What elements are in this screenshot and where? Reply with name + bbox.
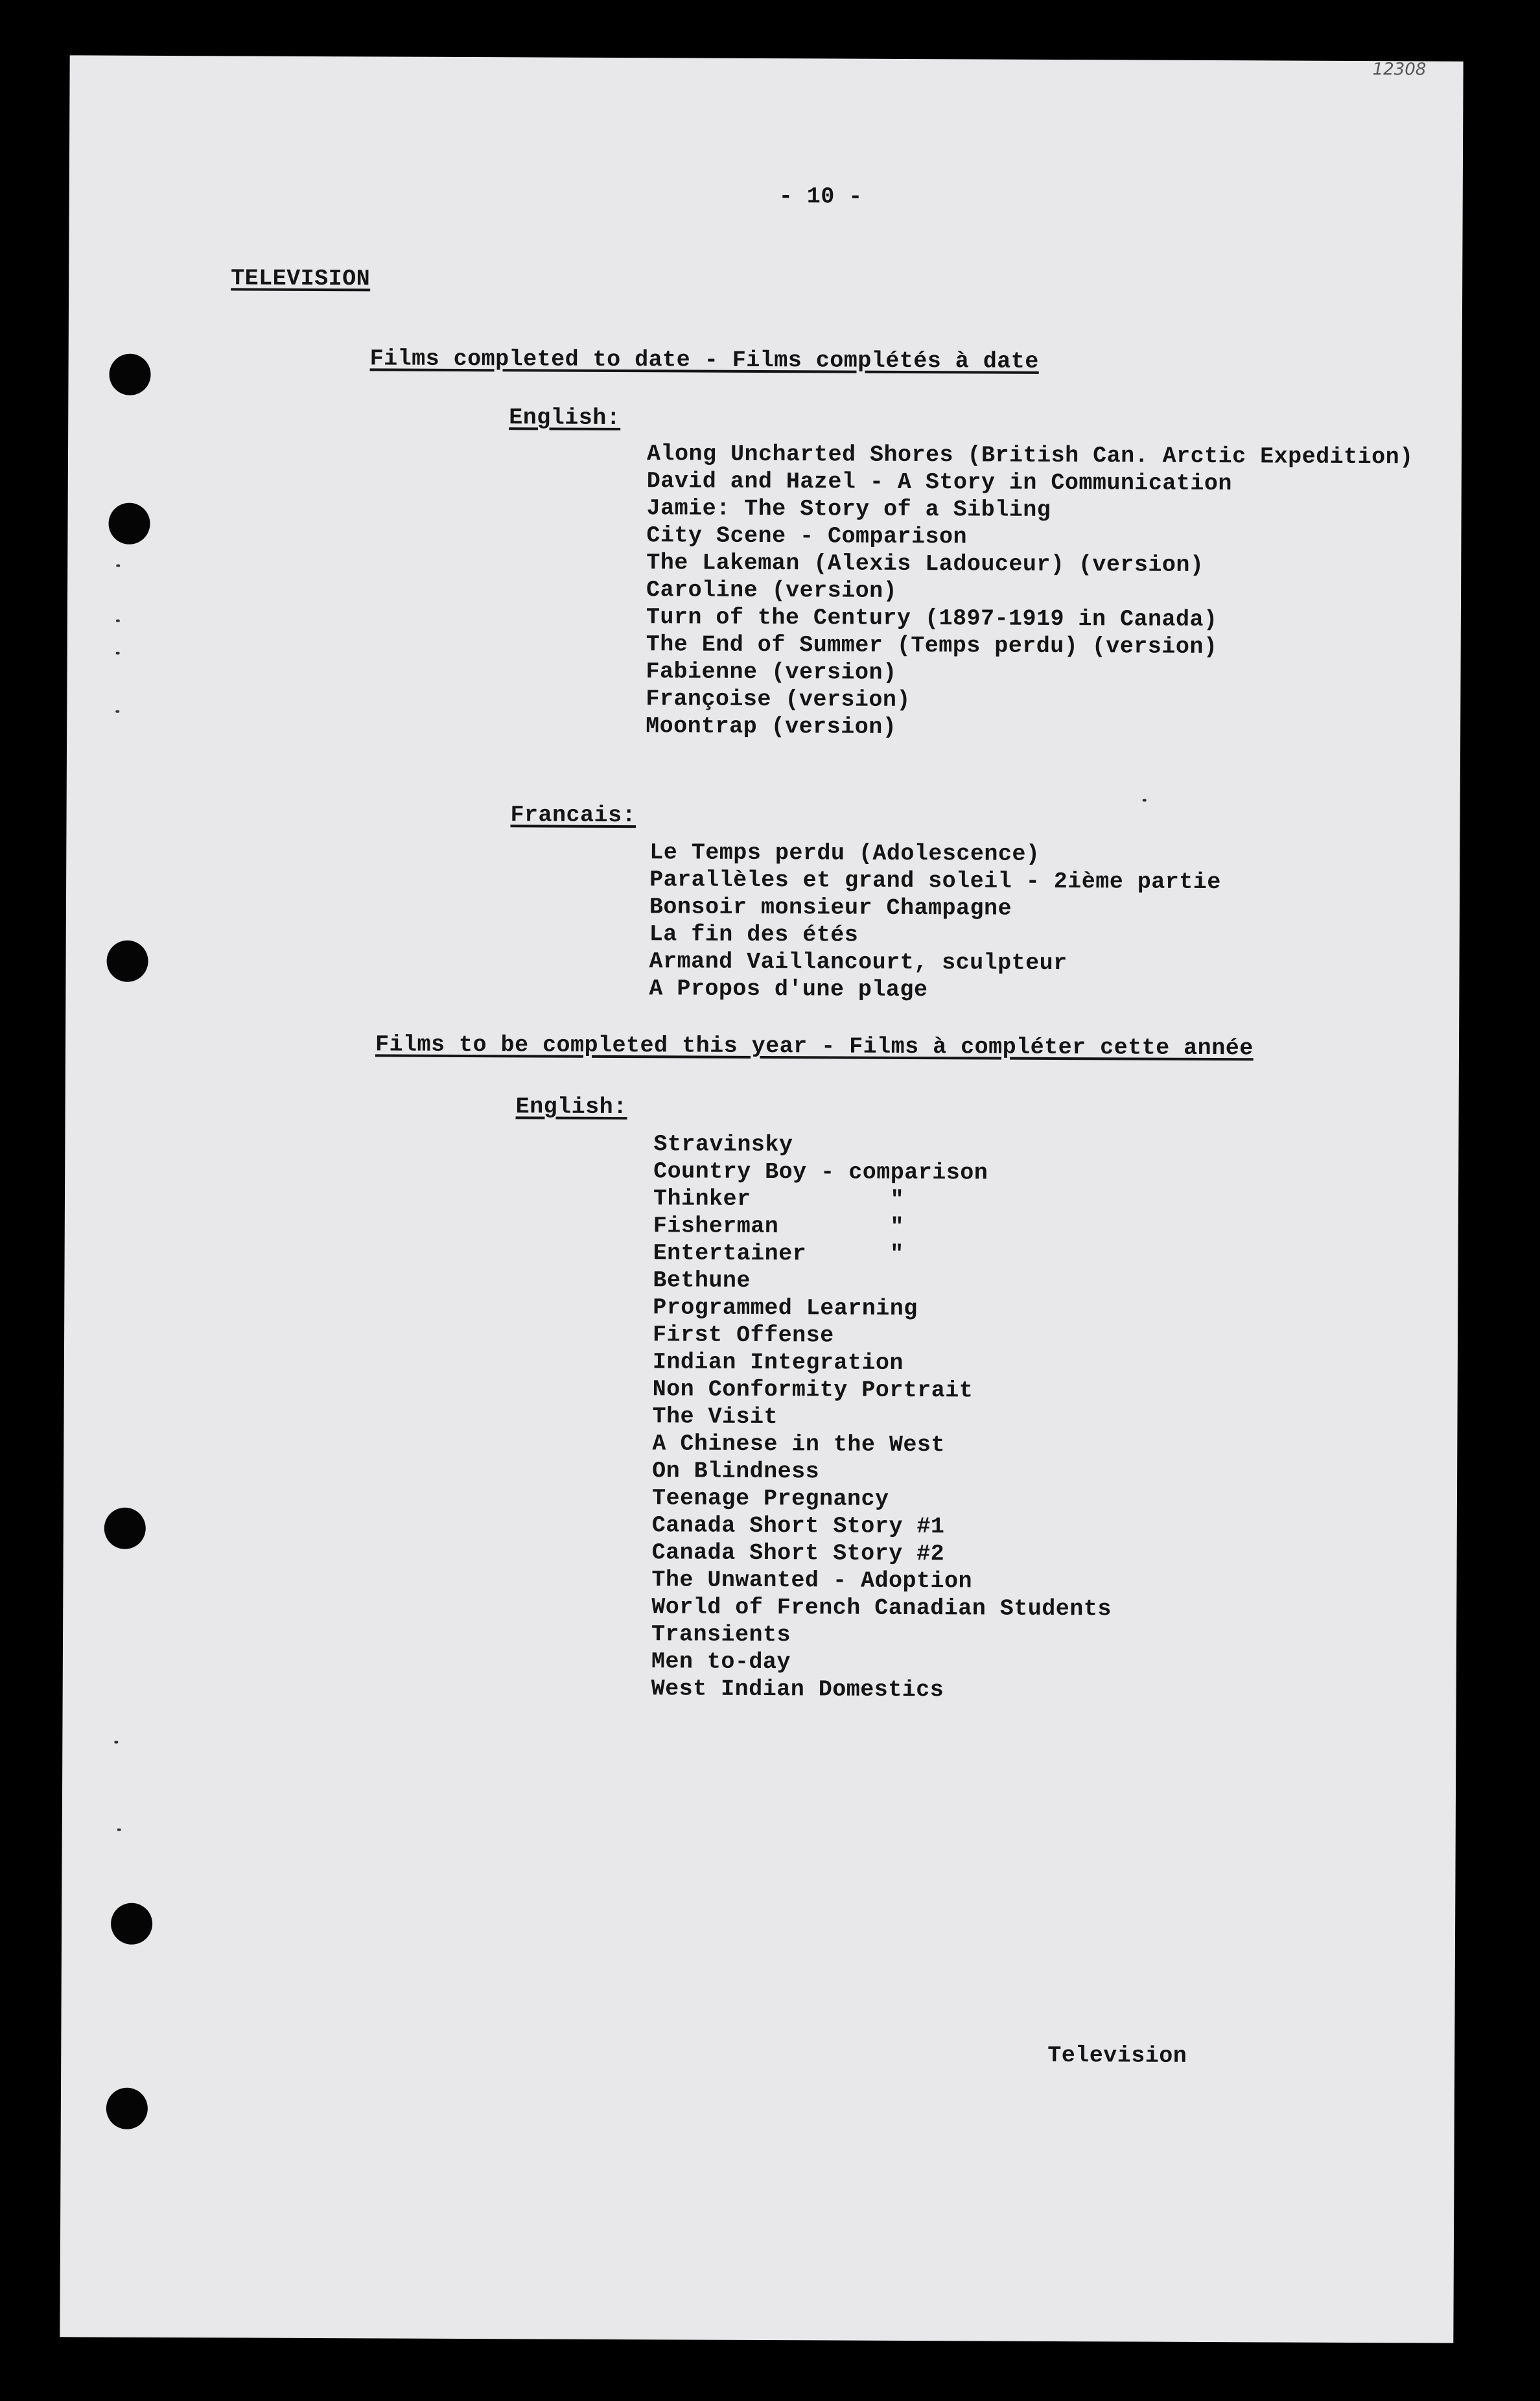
punch-hole (104, 1508, 146, 1549)
list-item: Turn of the Century (1897-1919 in Canada) (646, 604, 1218, 633)
completed-english-list (646, 440, 1414, 743)
paper-speck (114, 1741, 118, 1744)
punch-hole (108, 503, 150, 545)
list-item: La fin des étés (649, 921, 859, 948)
to-complete-heading: Films to be completed this year - Films à compléter cette année (375, 1031, 1254, 1062)
punch-hole (106, 2088, 148, 2129)
list-item: Bethune (653, 1267, 751, 1294)
list-item: Country Boy - comparison (653, 1158, 988, 1186)
completed-french-list (649, 839, 1221, 1005)
list-item: Bonsoir monsieur Champagne (649, 894, 1012, 922)
list-item: The Visit (652, 1403, 778, 1431)
document-page (60, 55, 1463, 2343)
list-item: First Offense (652, 1322, 834, 1349)
list-item: A Chinese in the West (652, 1431, 946, 1458)
list-item: Men to-day (651, 1648, 791, 1676)
completed-english-label: English: (509, 404, 621, 432)
list-item: Jamie: The Story of a Sibling (646, 495, 1051, 523)
archive-note: 12308 (1372, 60, 1427, 80)
list-item: Le Temps perdu (Adolescence) (649, 839, 1040, 867)
to-complete-english-label: English: (515, 1094, 627, 1121)
list-item: West Indian Domestics (651, 1676, 944, 1704)
list-item: Canada Short Story #1 (651, 1512, 945, 1540)
list-item: Françoise (version) (646, 686, 911, 713)
list-item: Transients (651, 1621, 791, 1648)
list-item: The End of Summer (Temps perdu) (version) (646, 631, 1218, 661)
paper-speck (115, 710, 119, 713)
list-item: Along Uncharted Shores (British Can. Arctic Expedition) (646, 441, 1414, 471)
list-item: On Blindness (652, 1458, 820, 1485)
paper-speck (116, 565, 120, 567)
list-item: Thinker " (653, 1186, 905, 1213)
paper-speck (117, 1829, 121, 1831)
list-item: Fabienne (version) (646, 659, 897, 686)
list-item: David and Hazel - A Story in Communication (646, 468, 1233, 497)
list-item: Non Conformity Portrait (652, 1376, 974, 1404)
list-item: Caroline (version) (646, 577, 898, 604)
list-item: Fisherman " (653, 1213, 904, 1240)
list-item: Programmed Learning (653, 1294, 918, 1322)
list-item: Indian Integration (652, 1349, 904, 1376)
page-number: - 10 - (778, 183, 863, 210)
list-item: Stravinsky (653, 1131, 793, 1158)
list-item: Teenage Pregnancy (651, 1485, 889, 1512)
punch-hole (109, 354, 150, 395)
footer-label: Television (1047, 2042, 1187, 2069)
paper-speck (116, 652, 120, 655)
list-item: Entertainer " (653, 1240, 904, 1267)
list-item: World of French Canadian Students (651, 1594, 1112, 1622)
paper-speck (1143, 799, 1147, 802)
completed-heading: Films completed to date - Films complétés à date (369, 346, 1039, 375)
list-item: Moontrap (version) (646, 713, 897, 740)
section-heading: TELEVISION (231, 265, 371, 292)
list-item: City Scene - Comparison (646, 522, 968, 550)
list-item: A Propos d'une plage (649, 976, 928, 1003)
punch-hole (106, 941, 148, 982)
list-item: Canada Short Story #2 (651, 1540, 945, 1567)
list-item: The Unwanted - Adoption (651, 1567, 973, 1595)
punch-hole (111, 1903, 152, 1945)
completed-french-label: Francais: (510, 802, 636, 829)
to-complete-english-list (651, 1130, 1114, 1704)
paper-speck (116, 620, 120, 622)
list-item: The Lakeman (Alexis Ladouceur) (version) (646, 550, 1204, 578)
list-item: Parallèles et grand soleil - 2ième partie (649, 867, 1221, 896)
list-item: Armand Vaillancourt, sculpteur (649, 948, 1068, 977)
